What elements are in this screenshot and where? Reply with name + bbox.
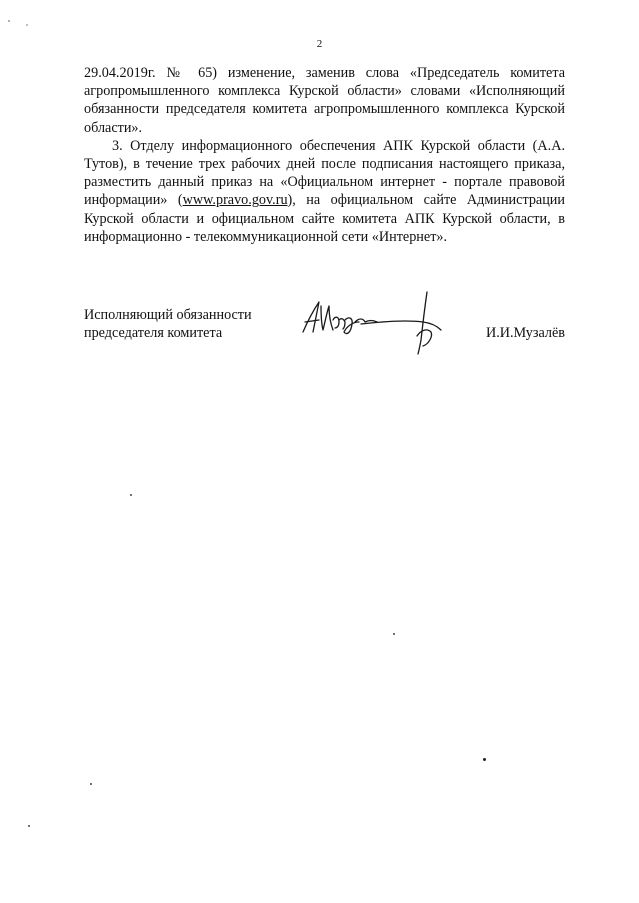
signer-title-line-1: Исполняющий обязанности [84, 307, 252, 323]
handwritten-signature [297, 288, 457, 360]
scan-speck [26, 24, 28, 26]
scan-speck [8, 20, 10, 22]
paragraph-3-text-start: 3. Отделу информационного обеспечения АПК Курской области (А.А. Тутов), в течение трех рабочих дней после подписания настоящего приказа, разместить данный приказ на «Официальном интернет - портале правовой информации» ( [84, 137, 565, 209]
page-number: 2 [316, 38, 323, 50]
scan-speck [130, 494, 132, 496]
signer-name: И.И.Музалёв [485, 325, 565, 341]
pravo-link[interactable]: www.pravo.gov.ru [182, 192, 288, 209]
document-body [84, 64, 565, 246]
paragraph-3 [84, 137, 565, 246]
signer-title-line-2: председателя комитета [84, 325, 223, 342]
scan-speck [483, 758, 486, 761]
scan-speck [393, 633, 395, 635]
signer-title [84, 306, 252, 342]
signature-block [84, 306, 565, 366]
scan-speck [90, 783, 92, 785]
paragraph-3-text-end: ), на официальном сайте Администрации Курской области и официальном сайте комитета АПК Курской области, в информационно - телекоммуникационной сети «Интернет». [84, 192, 565, 245]
scan-speck [28, 825, 30, 827]
paragraph-amendment: 29.04.2019г. № 65) изменение, заменив слова «Председатель комитета агропромышленного комплекса Курской области» словами «Исполняющий обязанности председателя комитета агропромышленного комплекса Курской области». [84, 65, 565, 136]
